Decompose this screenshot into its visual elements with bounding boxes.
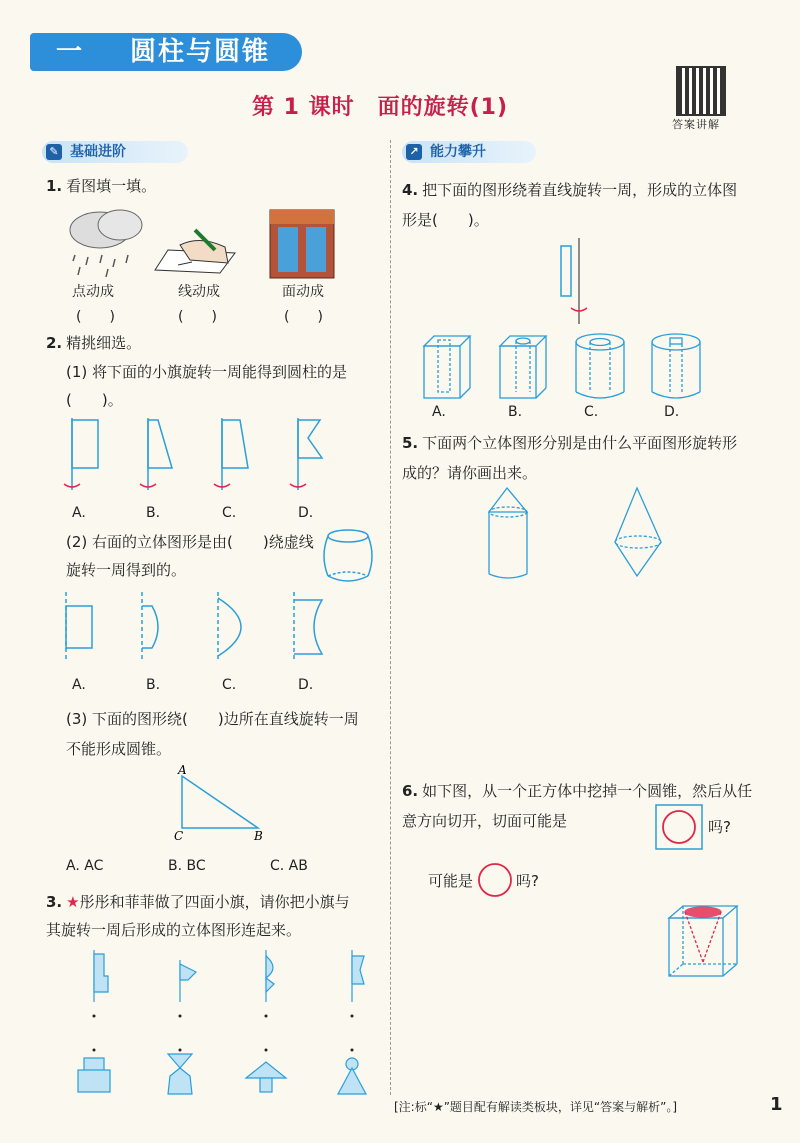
unit-title-bar — [30, 33, 302, 71]
q5-solids — [485, 486, 685, 586]
q2p2-opt-d[interactable]: D. — [298, 677, 314, 693]
q4-rect-axis — [555, 238, 595, 328]
q2-part2: (2) 右面的立体图形是由( )绕虚线旋转一周得到的。 — [66, 533, 314, 579]
flag-d — [290, 418, 322, 490]
q3-figures — [70, 950, 370, 1100]
q2p1-opt-d[interactable]: D. — [298, 505, 314, 521]
q2p1-opt-c[interactable]: C. — [222, 505, 237, 521]
small-flag-4 — [351, 950, 365, 1018]
section-advance-label: 能力攀升 — [430, 144, 486, 160]
q4-solid-c — [576, 334, 624, 398]
q6-text-d: 吗? — [516, 872, 539, 890]
footer-note: [注:标“★”题目配有解读类板块，详见“答案与解析”。] — [394, 1100, 678, 1114]
qr-code[interactable] — [676, 66, 726, 116]
page-number: 1 — [770, 1094, 783, 1115]
revolving-door-icon — [270, 210, 334, 278]
q3-text: 3. ★彤彤和菲菲做了四面小旗，请你把小旗与其旋转一周后形成的立体图形连起来。 — [46, 893, 350, 939]
q5-text: 5. 下面两个立体图形分别是由什么平面图形旋转形成的？请你画出来。 — [402, 434, 738, 482]
q2-text: 2. 精挑细选。 — [46, 334, 142, 352]
section-basic-label: 基础进阶 — [70, 144, 126, 160]
pen-drawing-icon — [155, 230, 235, 273]
q1-text: 1. 看图填一填。 — [46, 177, 157, 195]
cloud-rain-icon — [70, 210, 142, 277]
q6-circle — [477, 862, 513, 898]
q4-opt-a[interactable]: A. — [432, 404, 446, 420]
barrel-solid — [322, 528, 382, 586]
cube-with-cone — [665, 902, 745, 982]
q2-part1: (1) 将下面的小旗旋转一周能得到圆柱的是( )。 — [66, 363, 348, 409]
q4-solid-d — [652, 334, 700, 398]
q6-text-a: 6. 如下图，从一个正方体中挖掉一个圆锥，然后从任意方向切开，切面可能是 — [402, 782, 753, 830]
tri-label-a: A — [178, 763, 187, 777]
shape-d — [294, 592, 322, 662]
small-flag-3 — [265, 950, 275, 1018]
q4-opt-b[interactable]: B. — [508, 404, 523, 420]
small-flag-1 — [93, 950, 109, 1018]
star-icon: ★ — [66, 893, 80, 911]
q6-circle-in-square — [655, 804, 705, 850]
q6-text-b: 吗? — [708, 818, 731, 836]
q1-images — [60, 205, 360, 285]
q1-blank-2[interactable]: ( ) — [178, 309, 217, 325]
solid-4 — [338, 1049, 366, 1095]
small-flag-2 — [179, 960, 197, 1018]
q2p2-opt-a[interactable]: A. — [72, 677, 86, 693]
cone-cylinder-solid — [489, 488, 527, 578]
shape-a — [66, 592, 92, 662]
q6-text-c: 可能是 — [428, 872, 474, 890]
solid-2 — [168, 1049, 192, 1095]
q2p1-opt-a[interactable]: A. — [72, 505, 86, 521]
q2-shapes — [60, 592, 360, 664]
solid-1 — [78, 1049, 110, 1093]
flag-c — [214, 418, 248, 490]
q1-label-face: 面动成 — [282, 284, 324, 300]
q2-part3: (3) 下面的图形绕( )边所在直线旋转一周不能形成圆锥。 — [66, 710, 359, 758]
tri-label-c: C — [174, 829, 184, 843]
q1-blank-3[interactable]: ( ) — [284, 309, 323, 325]
q4-opt-c[interactable]: C. — [584, 404, 599, 420]
section-advance — [402, 141, 536, 163]
shape-b — [142, 592, 158, 662]
lesson-title: 第 1 课时 面的旋转(1) — [252, 95, 509, 120]
unit-number: 一 — [56, 37, 83, 67]
shape-c — [218, 592, 241, 662]
q4-solid-b — [500, 336, 546, 398]
flag-a — [64, 418, 98, 490]
q2p2-opt-b[interactable]: B. — [146, 677, 161, 693]
flag-b — [140, 418, 172, 490]
right-triangle — [170, 764, 280, 844]
pencil-icon: ✎ — [46, 144, 62, 160]
q2-flags — [60, 418, 360, 498]
column-divider — [390, 140, 391, 1095]
q2p1-opt-b[interactable]: B. — [146, 505, 161, 521]
tri-label-b: B — [254, 829, 263, 843]
double-cone-solid — [615, 488, 661, 576]
q1-label-point: 点动成 — [72, 284, 114, 300]
q2p2-opt-c[interactable]: C. — [222, 677, 237, 693]
q4-solids — [420, 332, 720, 404]
unit-title: 圆柱与圆锥 — [130, 37, 271, 67]
climb-icon: ↗ — [406, 144, 422, 160]
section-basic — [42, 141, 188, 163]
q4-solid-a — [424, 336, 470, 398]
solid-3 — [246, 1049, 286, 1093]
q2p3-opt-b[interactable]: B. BC — [168, 858, 206, 874]
q2p3-opt-a[interactable]: A. AC — [66, 858, 104, 874]
q1-label-line: 线动成 — [178, 284, 220, 300]
q4-text: 4. 把下面的图形绕着直线旋转一周，形成的立体图形是( )。 — [402, 181, 738, 229]
q1-blank-1[interactable]: ( ) — [76, 309, 115, 325]
qr-label: 答案讲解 — [672, 118, 720, 131]
q4-opt-d[interactable]: D. — [664, 404, 680, 420]
q2p3-opt-c[interactable]: C. AB — [270, 858, 308, 874]
